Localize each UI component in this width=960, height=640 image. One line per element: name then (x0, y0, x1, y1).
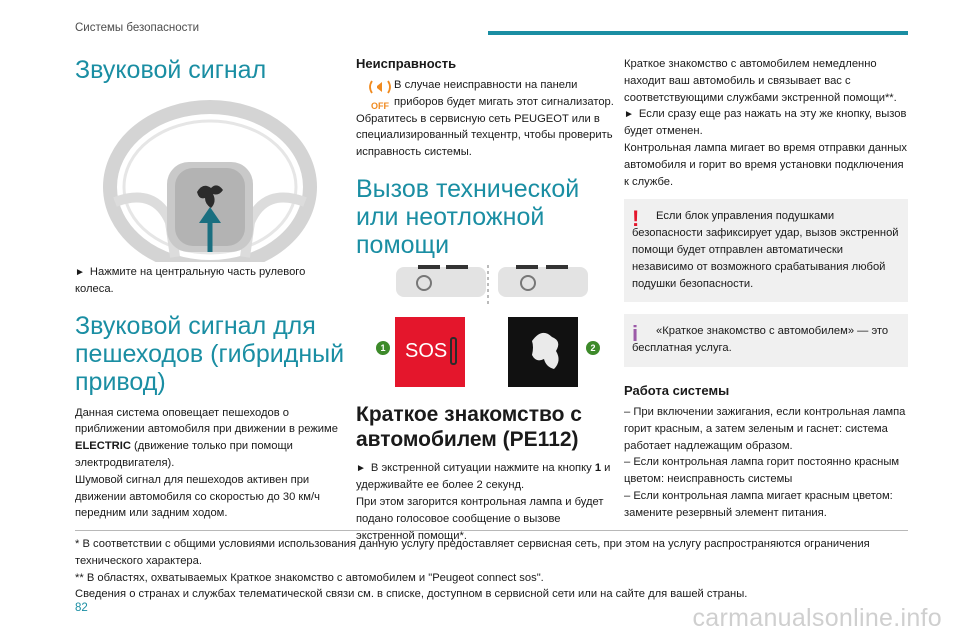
title-emergency-call: Вызов технической или неотложной помощи (356, 174, 580, 259)
warning-exclamation-icon: ! (632, 206, 640, 232)
peugeot-lion-icon (508, 317, 578, 387)
badge-2: 2 (586, 341, 600, 355)
footnotes (75, 530, 908, 603)
page-number: 82 (75, 602, 88, 614)
fault-block (356, 77, 618, 111)
horn-instruction: ► Нажмите на центральную часть рулевого колеса. (75, 266, 306, 295)
pe112-description: При этом загорится контрольная лампа и будет подано голосовое сообщение о вызове экстренной помощи*. (356, 495, 604, 542)
pedestrian-description: Данная система оповещает пешеходов о приближении автомобиля при движении в режиме ELECTRIC (движение только при помощи электродвигателя). (75, 406, 338, 469)
title-pedestrian-horn: Звуковой сигнал для пешеходов (гибридный привод) (75, 311, 345, 396)
fault-text: В случае неисправности на панели приборов будет мигать этот сигнализатор. (394, 79, 614, 108)
footnote-1: * В соответствии с общими условиями использования данную услугу предоставляет сервисная сеть, при этом на услугу распространяются ограничения технического характера. (75, 538, 870, 567)
locate-text: Краткое знакомство с автомобилем немедленно находит ваш автомобиль и связывает вас с соответствующими службами экстренной помощи**. (624, 58, 897, 104)
column-left (75, 56, 345, 522)
operation-item-2: – Если контрольная лампа горит постоянно красным цветом: неисправность системы (624, 456, 900, 486)
title-pe112: Краткое знакомство с автомобилем (PE112) (356, 402, 582, 452)
subhead-fault: Неисправность (356, 56, 457, 71)
pedestrian-speed-text: Шумовой сигнал для пешеходов активен при движении автомобиля со скоростью до 30 км/ч передним или задним ходом. (75, 473, 320, 520)
footnote-2: ** В областях, охватываемых Краткое знакомство с автомобилем и "Peugeot connect sos". (75, 571, 544, 584)
column-middle (356, 56, 618, 544)
sos-button-icon: SOS (395, 317, 465, 387)
steering-wheel-illustration (75, 92, 345, 262)
badge-1: 1 (376, 341, 390, 355)
header-accent-bar (488, 31, 908, 35)
info-text: «Краткое знакомство с автомобилем» — это бесплатная услуга. (632, 325, 889, 355)
title-horn: Звуковой сигнал (75, 56, 267, 84)
steering-wheel-icon (75, 92, 345, 262)
info-icon: i (632, 321, 639, 347)
lamp-text: Контрольная лампа мигает во время отправки данных автомобиля и горит во время установки подключения к службе. (624, 141, 908, 188)
warning-box (624, 199, 908, 302)
info-box (624, 314, 908, 367)
sos-illustration (356, 265, 618, 400)
pe112-instruction: ► В экстренной ситуации нажмите на кнопку 1 и удерживайте ее более 2 секунд. (356, 462, 611, 492)
warning-text: Если блок управления подушками безопасности зафиксирует удар, вызов экстренной помощи будет отправлен автоматически независимо от возможного срабатывания любой подушки безопасности. (632, 210, 899, 290)
column-right (624, 56, 908, 522)
subhead-operation: Работа системы (624, 382, 730, 398)
operation-item-3: – Если контрольная лампа мигает красным цветом: замените резервный элемент питания. (624, 489, 893, 519)
operation-item-1: – При включении зажигания, если контрольная лампа горит красным, а затем зеленым и гаснет: система работает надлежащим образом. (624, 405, 906, 452)
fault-service-text: Обратитесь в сервисную сеть PEUGEOT или в специализированный техцентр, чтобы проверить исправность системы. (356, 112, 613, 159)
cancel-instruction: ► Если сразу еще раз нажать на эту же кнопку, вызов будет отменен. (624, 108, 907, 138)
section-header: Системы безопасности (75, 22, 200, 34)
horn-warning-icon: OFF (366, 77, 394, 105)
footnote-3: Сведения о странах и службах телематической связи см. в списке, доступном в сервисной сети или на сайте для вашей страны. (75, 588, 748, 601)
watermark: carmanualsonline.info (692, 604, 942, 632)
